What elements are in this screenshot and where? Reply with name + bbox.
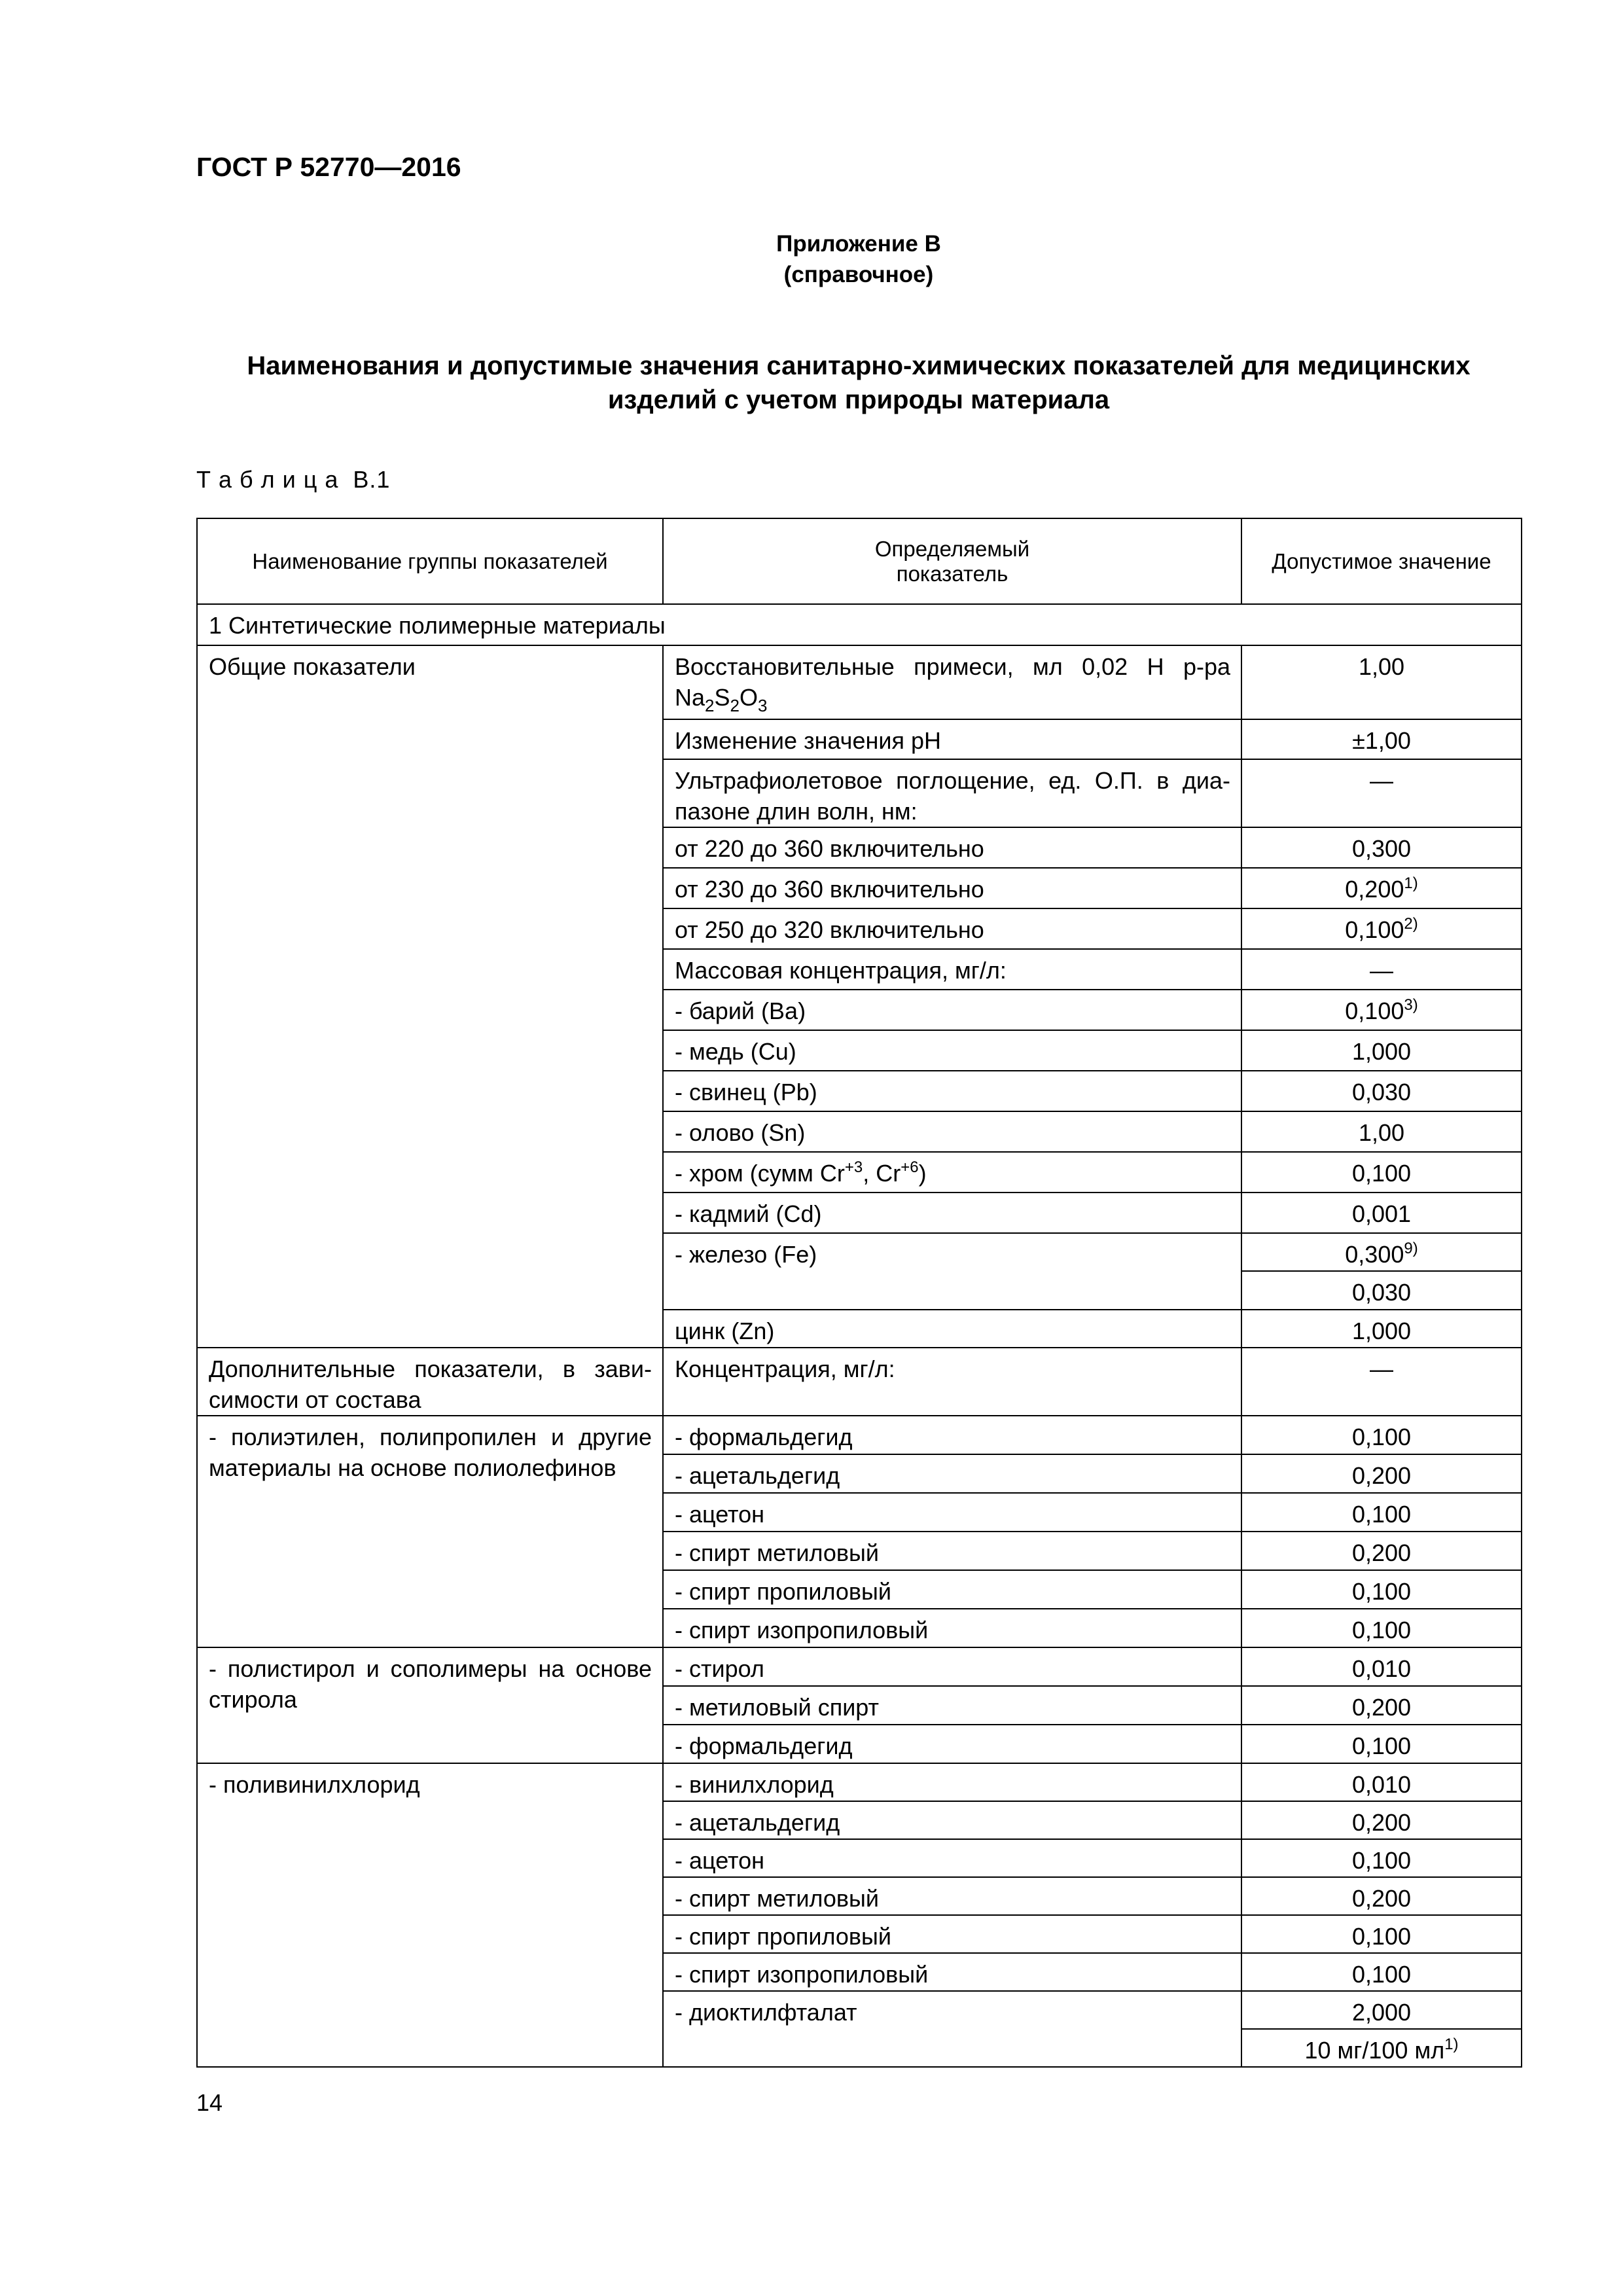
footnote-ref: 9) xyxy=(1404,1240,1418,1257)
document-code: ГОСТ Р 52770—2016 xyxy=(196,152,461,182)
group-name-line: - полистирол и сополимеры на основе xyxy=(209,1655,652,1682)
indicators-table xyxy=(196,518,1522,2068)
column-header-group: Наименование группы показателей xyxy=(197,518,663,604)
indicator-cell: - винилхлорид xyxy=(663,1763,1241,1801)
value-cell: 0,200 xyxy=(1241,1454,1522,1493)
value-cell: 1,00 xyxy=(1241,1111,1522,1152)
value-cell: — xyxy=(1241,949,1522,990)
value-cell: 0,100 xyxy=(1241,1493,1522,1532)
indicator-cell: - спирт метиловый xyxy=(663,1877,1241,1915)
table-caption: Т а б л и ц а В.1 xyxy=(196,466,391,493)
value-text: 0,300 xyxy=(1345,1241,1404,1268)
indicator-cell: - ацетон xyxy=(663,1493,1241,1532)
indicator-cell: от 250 до 320 включительно xyxy=(663,908,1241,949)
indicator-cell: - ацетальдегид xyxy=(663,1454,1241,1493)
group-name-line: симости от состава xyxy=(209,1386,421,1413)
value-text: 0,100 xyxy=(1345,997,1404,1024)
value-text: 10 мг/100 мл xyxy=(1304,2037,1445,2064)
indicator-line: Ультрафиолетовое поглощение, ед. О.П. в диа- xyxy=(675,767,1230,794)
section-row xyxy=(197,604,1522,645)
indicator-line: пазоне длин волн, нм: xyxy=(675,798,918,825)
value-cell: 0,300 xyxy=(1241,827,1522,868)
column-header-indicator-line: показатель xyxy=(896,561,1008,586)
indicator-cell: - диоктилфталат xyxy=(663,1991,1241,2067)
indicator-cell: от 220 до 360 включительно xyxy=(663,827,1241,868)
group-name-line: стирола xyxy=(209,1686,297,1713)
value-cell: 0,200 xyxy=(1241,1801,1522,1839)
group-additional xyxy=(197,1348,663,1416)
indicator-cell: - метиловый спирт xyxy=(663,1686,1241,1725)
footnote-ref: 2) xyxy=(1404,915,1418,933)
indicator-cell: - ацетальдегид xyxy=(663,1801,1241,1839)
subscript: 2 xyxy=(730,696,740,715)
group-polystyrene xyxy=(197,1647,663,1763)
value-cell xyxy=(1241,868,1522,908)
value-cell: 0,100 xyxy=(1241,1839,1522,1877)
indicator-cell: от 230 до 360 включительно xyxy=(663,868,1241,908)
indicator-cell: - спирт пропиловый xyxy=(663,1570,1241,1609)
indicator-cell: Концентрация, мг/л: xyxy=(663,1348,1241,1416)
section-title: 1 Синтетические полимерные материалы xyxy=(197,604,1522,645)
superscript: +6 xyxy=(901,1158,919,1176)
table-row xyxy=(197,1647,1522,1686)
indicator-cell: - железо (Fe) xyxy=(663,1233,1241,1310)
group-name-line: Дополнительные показатели, в зави- xyxy=(209,1355,652,1382)
superscript: +3 xyxy=(844,1158,863,1176)
value-cell: 0,100 xyxy=(1241,1915,1522,1953)
document-title xyxy=(196,349,1521,417)
indicator-cell: - формальдегид xyxy=(663,1416,1241,1454)
value-text: 0,100 xyxy=(1345,916,1404,943)
value-cell: 1,00 xyxy=(1241,645,1522,719)
value-cell: — xyxy=(1241,1348,1522,1416)
group-name-line: - полиэтилен, полипропилен и другие xyxy=(209,1424,652,1450)
value-cell: 0,010 xyxy=(1241,1763,1522,1801)
value-cell: 0,030 xyxy=(1241,1071,1522,1111)
column-header-indicator-line: Определяемый xyxy=(874,536,1030,561)
indicator-cell: - спирт изопропиловый xyxy=(663,1953,1241,1991)
value-cell: 0,010 xyxy=(1241,1647,1522,1686)
value-cell: 0,100 xyxy=(1241,1570,1522,1609)
footnote-ref: 1) xyxy=(1404,874,1418,892)
annex-heading xyxy=(196,228,1521,290)
indicator-cell: - стирол xyxy=(663,1647,1241,1686)
value-cell: 0,001 xyxy=(1241,1193,1522,1233)
indicator-cell: - свинец (Pb) xyxy=(663,1071,1241,1111)
indicator-cell: цинк (Zn) xyxy=(663,1310,1241,1348)
value-cell: 0,100 xyxy=(1241,1953,1522,1991)
indicator-cell: - формальдегид xyxy=(663,1725,1241,1763)
page-number: 14 xyxy=(196,2089,223,2116)
value-text: 0,200 xyxy=(1345,876,1404,903)
value-cell: 1,000 xyxy=(1241,1030,1522,1071)
annex-status: (справочное) xyxy=(783,262,934,287)
indicator-cell: Массовая концентрация, мг/л: xyxy=(663,949,1241,990)
footnote-ref: 1) xyxy=(1444,2036,1459,2053)
indicator-cell: - олово (Sn) xyxy=(663,1111,1241,1152)
subscript: 2 xyxy=(705,696,715,715)
document-title-line: Наименования и допустимые значения санитарно-химических показателей для медицинских xyxy=(247,351,1471,380)
value-cell: 0,100 xyxy=(1241,1609,1522,1647)
value-cell: 1,000 xyxy=(1241,1310,1522,1348)
indicator-cell: - барий (Ba) xyxy=(663,990,1241,1030)
column-header-value: Допустимое значение xyxy=(1241,518,1522,604)
value-cell: 0,200 xyxy=(1241,1532,1522,1570)
table-row xyxy=(197,1348,1522,1416)
table-row xyxy=(197,1416,1522,1454)
annex-title: Приложение В xyxy=(776,231,941,257)
value-cell xyxy=(1241,990,1522,1030)
group-pvc: - поливинилхлорид xyxy=(197,1763,663,2067)
indicator-cell: - хром (сумм $Cr^{+3}$, $Cr^{+6}$) xyxy=(663,1152,1241,1193)
column-header-indicator xyxy=(663,518,1241,604)
indicator-cell: - спирт изопропиловый xyxy=(663,1609,1241,1647)
value-cell: 0,200 xyxy=(1241,1686,1522,1725)
value-cell: 0,100 xyxy=(1241,1152,1522,1193)
indicator-cell: Изменение значения pH xyxy=(663,719,1241,759)
indicator-cell: - ацетон xyxy=(663,1839,1241,1877)
group-polyolefins xyxy=(197,1416,663,1647)
value-cell xyxy=(1241,1233,1522,1271)
value-cell: 0,100 xyxy=(1241,1416,1522,1454)
indicator-formula: $Na_2S_2O_3$ xyxy=(675,684,768,715)
indicator-cell: - кадмий (Cd) xyxy=(663,1193,1241,1233)
value-cell: 0,030 xyxy=(1241,1271,1522,1310)
value-cell: ±1,00 xyxy=(1241,719,1522,759)
document-title-line: изделий с учетом природы материала xyxy=(607,386,1110,414)
subscript: 3 xyxy=(758,696,768,715)
indicator-cell: - спирт пропиловый xyxy=(663,1915,1241,1953)
value-cell xyxy=(1241,908,1522,949)
group-general: Общие показатели xyxy=(197,645,663,1348)
table-row xyxy=(197,1763,1522,1801)
indicator-line: Восстановительные примеси, мл 0,02 Н р-ра xyxy=(675,653,1230,680)
group-name-line: материалы на основе полиолефинов xyxy=(209,1454,616,1481)
table-row xyxy=(197,645,1522,719)
value-cell xyxy=(1241,2029,1522,2067)
table-header-row xyxy=(197,518,1522,604)
value-cell: — xyxy=(1241,759,1522,827)
indicator-cell xyxy=(663,645,1241,719)
value-cell: 2,000 xyxy=(1241,1991,1522,2029)
indicator-cell xyxy=(663,759,1241,827)
footnote-ref: 3) xyxy=(1404,996,1418,1014)
value-cell: 0,200 xyxy=(1241,1877,1522,1915)
value-cell: 0,100 xyxy=(1241,1725,1522,1763)
indicator-cell: - спирт метиловый xyxy=(663,1532,1241,1570)
indicator-cell: - медь (Cu) xyxy=(663,1030,1241,1071)
